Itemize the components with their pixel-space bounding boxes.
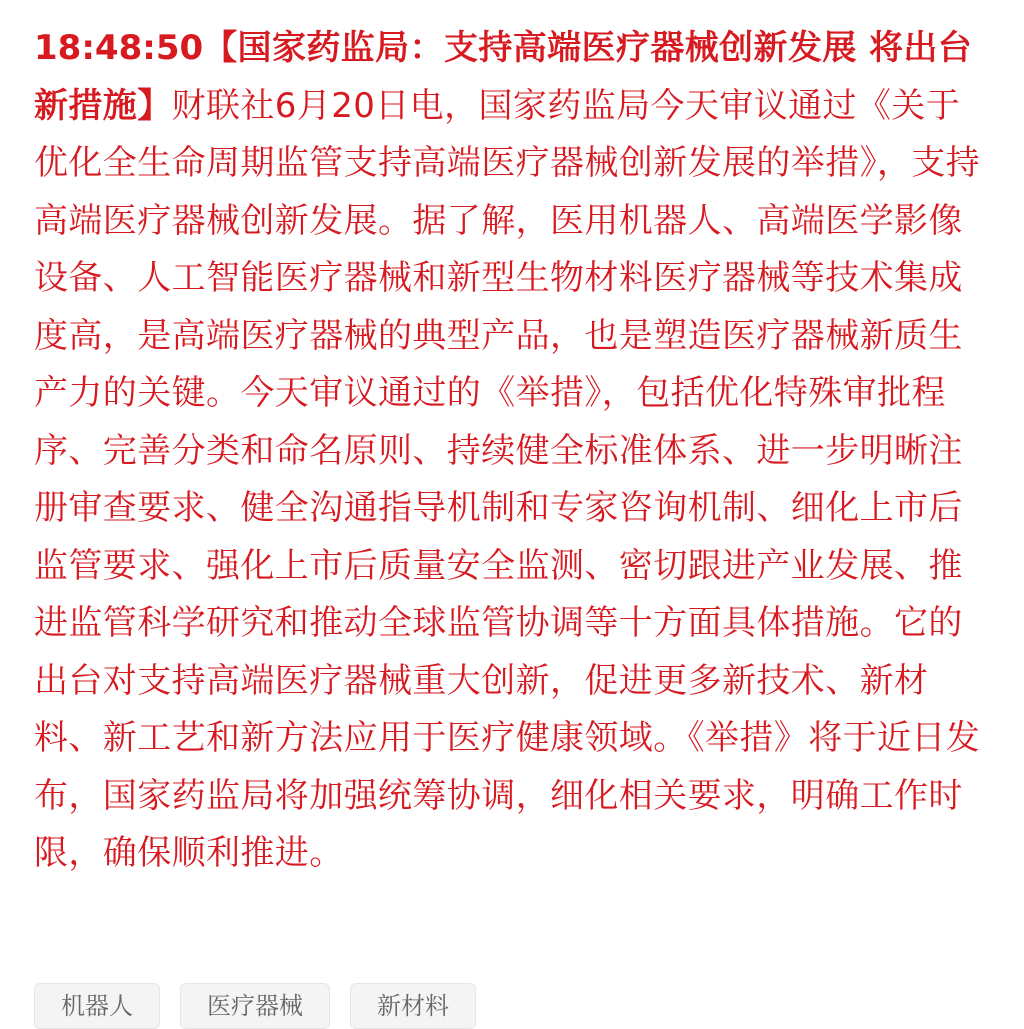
- news-headline: 【国家药监局：支持高端医疗器械创新发展 将出台新措施】: [34, 28, 973, 126]
- news-time: 18:48:50: [34, 28, 204, 68]
- tag-robot[interactable]: 机器人: [34, 983, 160, 1029]
- tag-list: [34, 983, 476, 1029]
- tag-new-material[interactable]: 新材料: [350, 983, 476, 1029]
- news-article: [34, 20, 992, 883]
- news-body: 财联社6月20日电，国家药监局今天审议通过《关于优化全生命周期监管支持高端医疗器械创新发展的举措》，支持高端医疗器械创新发展。据了解，医用机器人、高端医学影像设备、人工智能医疗器械和新型生物材料医疗器械等技术集成度高，是高端医疗器械的典型产品，也是塑造医疗器械新质生产力的关键。今天审议通过的《举措》，包括优化特殊审批程序、完善分类和命名原则、持续健全标准体系、进一步明晰注册审查要求、健全沟通指导机制和专家咨询机制、细化上市后监管要求、强化上市后质量安全监测、密切跟进产业发展、推进监管科学研究和推动全球监管协调等十方面具体措施。它的出台对支持高端医疗器械重大创新，促进更多新技术、新材料、新工艺和新方法应用于医疗健康领域。《举措》将于近日发布，国家药监局将加强统筹协调，细化相关要求，明确工作时限，确保顺利推进。: [34, 85, 981, 873]
- tag-medical-device[interactable]: 医疗器械: [180, 983, 330, 1029]
